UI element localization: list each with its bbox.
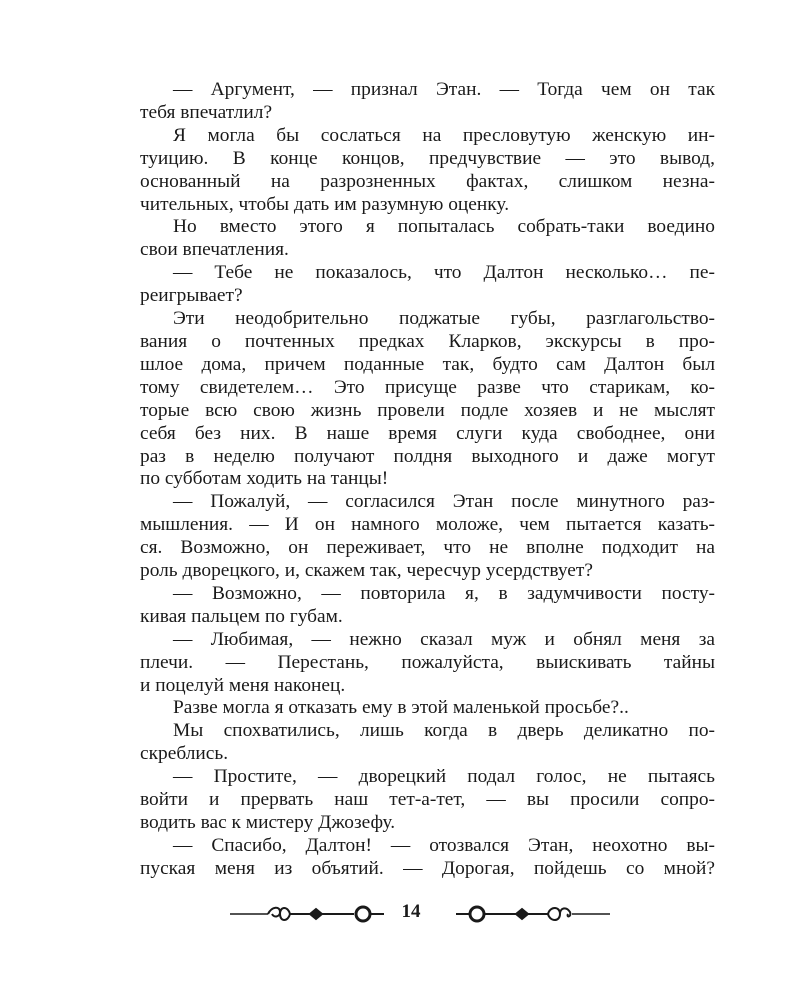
text-line: и поцелуй меня наконец.	[140, 674, 346, 696]
text-line: роль дворецкого, и, скажем так, чересчур усердствует?	[140, 560, 593, 582]
text-line: мышления. — И он намного моложе, чем пытается казать-	[140, 514, 715, 536]
text-line: Но вместо этого я попыталась собрать-таки воедино	[173, 216, 715, 238]
text-line: водить вас к мистеру Джозефу.	[140, 812, 396, 833]
text-line: по субботам ходить на танцы!	[140, 468, 389, 490]
text-line: вания о почтенных предках Кларков, экскурсы в про-	[140, 330, 715, 352]
text-line: пуская меня из объятий. — Дорогая, пойдешь со мной?	[140, 857, 715, 879]
text-line: Я могла бы сослаться на пресловутую женскую ин-	[173, 124, 715, 146]
page-body	[140, 79, 715, 881]
text-line: плечи. — Перестань, пожалуйста, выискивать тайны	[140, 651, 715, 673]
text-line: — Простите, — дворецкий подал голос, не пытаясь	[173, 766, 715, 788]
text-line: шлое дома, причем поданные так, будто сам Далтон был	[140, 353, 715, 375]
text-line: торые всю свою жизнь провели подле хозяев и не мыслят	[140, 399, 715, 421]
text-line: скреблись.	[140, 743, 229, 765]
text-line: — Возможно, — повторила я, в задумчивости посту-	[173, 582, 715, 604]
text-line: — Аргумент, — признал Этан. — Тогда чем он так	[173, 79, 715, 100]
text-line: туицию. В конце концов, предчувствие — это вывод,	[140, 147, 715, 169]
text-line: — Тебе не показалось, что Далтон несколько… пе-	[173, 262, 715, 284]
text-line: ся. Возможно, он переживает, что не вполне подходит на	[140, 537, 715, 559]
text-line: реигрывает?	[140, 285, 243, 307]
flourish-ornament-icon	[228, 900, 408, 926]
text-line: Эти неодобрительно поджатые губы, разглагольство-	[173, 308, 715, 330]
page-footer	[0, 896, 800, 930]
text-line: Разве могла я отказать ему в этой маленькой просьбе?..	[173, 697, 629, 719]
text-line: войти и прервать наш тет-а-тет, — вы просили сопро-	[140, 789, 715, 811]
text-line: — Пожалуй, — согласился Этан после минутного раз-	[173, 491, 715, 513]
text-line: тому свидетелем… Это присуще разве что старикам, ко-	[140, 376, 715, 398]
text-line: кивая пальцем по губам.	[140, 605, 343, 627]
text-line: раз в неделю получают полдня выходного и даже могут	[140, 445, 715, 467]
text-line: себя без них. В наше время слуги куда свободнее, они	[140, 422, 715, 444]
text-line: тебя впечатлил?	[140, 101, 273, 123]
text-line: — Любимая, — нежно сказал муж и обнял меня за	[173, 628, 715, 650]
text-line: чительных, чтобы дать им разумную оценку.	[140, 193, 510, 215]
text-line: — Спасибо, Далтон! — отозвался Этан, неохотно вы-	[173, 834, 715, 856]
text-line: Мы спохватились, лишь когда в дверь деликатно по-	[173, 720, 715, 742]
text-line: основанный на разрозненных фактах, слишком незна-	[140, 170, 715, 192]
page-number: 14	[401, 901, 421, 922]
text-line: свои впечатления.	[140, 239, 289, 261]
flourish-ornament-icon	[432, 900, 612, 926]
